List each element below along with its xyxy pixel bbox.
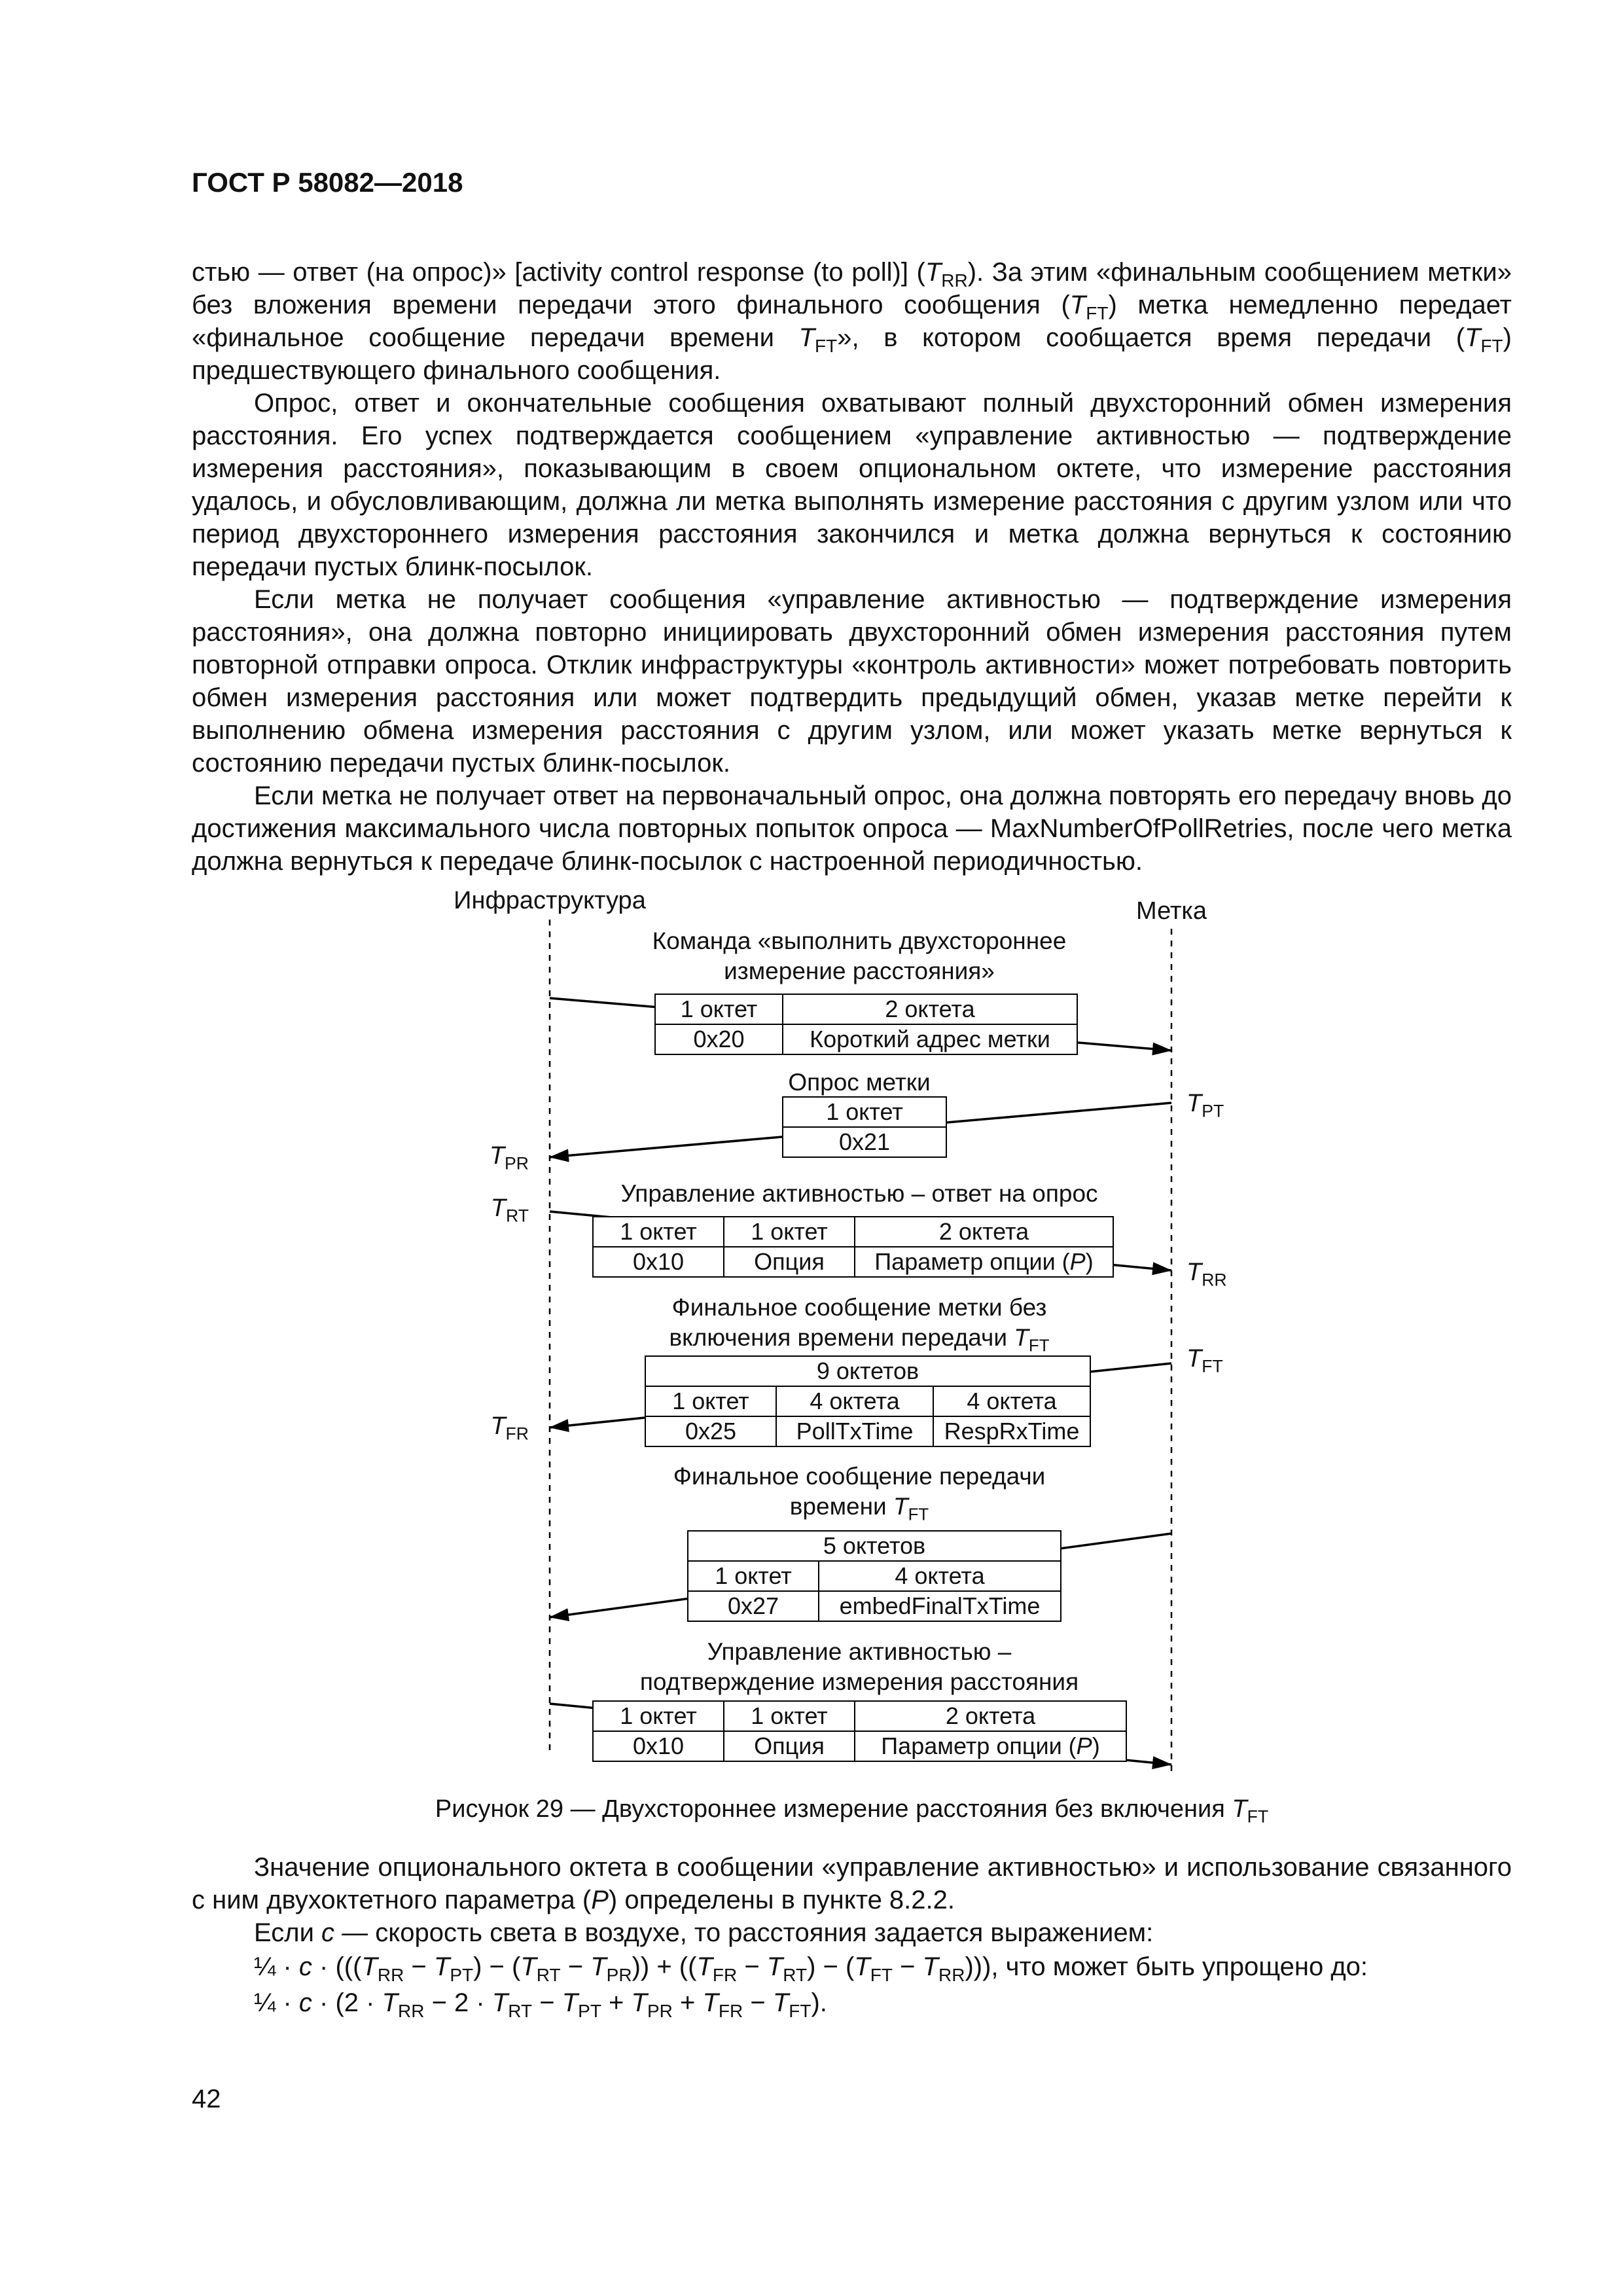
timestamp-tfr: $T_{FR}$ [490,1412,529,1444]
figure-29-sequence-diagram [192,886,1512,1776]
paragraph-no-confirmation: Если метка не получает сообщения «управление активностью — подтверждение измерения расстояния», она должна повторно инициировать двухсторонний обмен измерения расстояния путем повторной отправки опроса. Отклик инфраструктуры «контроль активности» может потребовать повторить обмен измерения расстояния или может подтвердить предыдущий обмен, указав метке перейти к выполнению обмена измерения расстояния с другим узлом, или может указать метке вернуться к состоянию передачи пустых блинк-посылок. [192,585,1512,778]
frame-cell: Опция [724,1247,855,1277]
message-title-activity-response: Управление активностью – ответ на опрос [620,1180,1098,1207]
frame-cell: 0x20 [655,1024,783,1054]
timestamp-trr: $T_{RR}$ [1186,1259,1227,1290]
page-content [192,167,1512,2021]
frame-cell: 2 октета [855,1217,1113,1247]
page-number: 42 [192,2085,221,2113]
frame-cell: 9 октетов [645,1356,1090,1386]
paragraph-continuation: стью — ответ (на опрос)» [activity control response (to poll)] $(T_{RR})$. За этим «финальным сообщением метки» без вложения времени передачи этого финального сообщения $(T_{FT})$ метка немедленно передает «финальное сообщение передачи времени $T_{FT}$», в котором сообщается время передачи $(T_{FT})$ предшествующего финального сообщения. [192,258,1512,385]
lifeline-infrastructure-label: Инфраструктура [454,887,646,914]
frame-cell: RespRxTime [933,1416,1090,1446]
frame-cell: 5 октетов [688,1531,1061,1561]
frame-cell: Короткий адрес метки [783,1024,1077,1054]
frame-cell: embedFinalTxTime [819,1591,1061,1621]
frame-cell: 4 октета [933,1386,1090,1416]
frame-table-final-message [645,1355,1091,1447]
frame-cell: 0x25 [645,1416,776,1446]
timestamp-tpr: $T_{PR}$ [489,1142,529,1174]
frame-cell: 1 октет [783,1097,946,1127]
frame-cell: 0x10 [593,1247,724,1277]
frame-cell: 1 октет [724,1217,855,1247]
message-title-activity-confirm: Управление активностью – подтверждение измерения расстояния [639,1638,1079,1695]
formula-distance-simplified: ¼ · $c \cdot (2 \cdot T_{RR} - 2 \cdot T_{RT} - T_{PT} + T_{PR} + T_{FR} - T_{FT})$. [254,1988,827,2021]
frame-cell: 1 октет [688,1561,819,1591]
frame-cell: PollTxTime [776,1416,933,1446]
frame-cell: 4 октета [776,1386,933,1416]
frame-table-activity-confirm [592,1700,1127,1762]
frame-cell: Опция [724,1731,855,1761]
frame-cell: 1 октет [655,994,783,1024]
frame-cell: 1 октет [593,1701,724,1731]
paragraph-optional-octet: Значение опционального октета в сообщении «управление активностью» и использование связанного с ним двухоктетного параметра (P) определены в пункте 8.2.2. [192,1853,1512,1914]
frame-cell: 2 октета [783,994,1077,1024]
figure-29-caption: Рисунок 29 — Двухстороннее измерение расстояния без включения $T_{FT}$ [435,1795,1269,1827]
doc-number-header: ГОСТ Р 58082—2018 [192,167,463,198]
paragraph-poll-retries: Если метка не получает ответ на первоначальный опрос, она должна повторять его передачу вновь до достижения максимального числа повторных попыток опроса — MaxNumberOfPollRetries, после чего метка должна вернуться к передаче блинк-посылок с настроенной периодичностью. [192,781,1512,876]
message-title-ranging-command: Команда «выполнить двухстороннее измерение расстояния» [652,927,1067,984]
paragraph-poll-response: Опрос, ответ и окончательные сообщения охватывают полный двухсторонний обмен измерения расстояния. Его успех подтверждается сообщением «управление активностью — подтверждение измерения расстояния», показывающим в своем опциональном октете, что измерение расстояния удалось, и обусловливающим, должна ли метка выполнять измерение расстояния с другим узлом или что период двухстороннего измерения расстояния закончился и метка должна вернуться к состоянию передачи пустых блинк-посылок. [192,389,1512,581]
message-title-final-message: Финальное сообщение метки без включения времени передачи $T_{FT}$ [669,1294,1050,1355]
frame-cell: Параметр опции (P) [855,1247,1113,1277]
frame-cell: 1 октет [645,1386,776,1416]
frame-table-poll [782,1096,947,1158]
frame-table-ranging-command [654,994,1078,1055]
frame-cell: Параметр опции (P) [855,1731,1126,1761]
lifeline-tag-label: Метка [1136,897,1207,925]
frame-table-embedded-time [687,1530,1061,1622]
timestamp-tft: $T_{FT}$ [1186,1345,1223,1376]
frame-cell: 2 октета [855,1701,1126,1731]
frame-table-activity-response [592,1216,1114,1278]
message-title-poll: Опрос метки [788,1069,931,1096]
timestamp-tpt: $T_{PT}$ [1186,1090,1224,1121]
frame-cell: 0x21 [783,1127,946,1157]
message-title-embedded-time: Финальное сообщение передачи времени $T_{FT}$ [673,1463,1046,1524]
frame-cell: 0x27 [688,1591,819,1621]
timestamp-trt: $T_{RT}$ [490,1194,529,1226]
paragraph-speed-of-light: Если c — скорость света в воздухе, то расстояния задается выражением: [254,1918,1154,1947]
frame-cell: 1 октет [724,1701,855,1731]
frame-cell: 1 октет [593,1217,724,1247]
frame-cell: 0x10 [593,1731,724,1761]
formula-distance-full: ¼ · $c \cdot (((T_{RR} - T_{PT}) - (T_{RT} - T_{PR})) + ((T_{FR} - T_{RT}) - (T_{FT} - T_{RR})))$, что может быть упрощено до: [254,1952,1368,1985]
frame-cell: 4 октета [819,1561,1061,1591]
